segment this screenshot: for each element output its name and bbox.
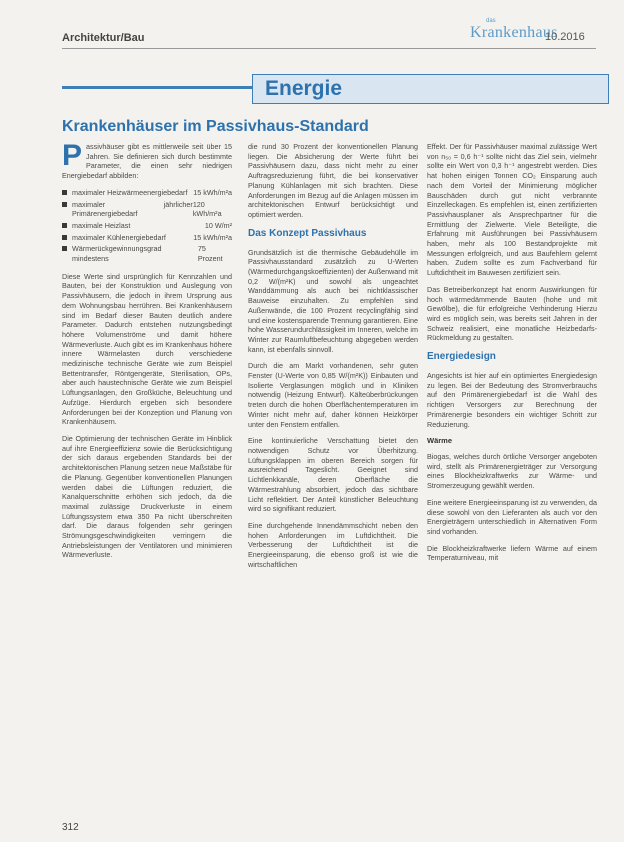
text-column-2 xyxy=(248,142,418,832)
section-label: Architektur/Bau xyxy=(62,32,145,44)
spec-item xyxy=(62,200,232,219)
text-column-3 xyxy=(427,142,597,832)
article-title: Krankenhäuser im Passivhaus-Standard xyxy=(62,118,369,135)
body-paragraph: Diese Werte sind ursprünglich für Kennzahlen und Bauten, bei der Konstruktion und Auslegung von Passivhäusern, die jedoch in ihrem Ursprung aus dem Wohnungsbau herrühren. Bei Krankenhäusern sind im Bedarf dieser Bauten deutlich andere Parameter. Dadurch entstehen nutzungsbedingt höhere Volumenströme und damit höhere Wärmeverluste. Auch gibt es im Krankenhaus höhere innere Wärmelasten durch verschiedene medizinische technische Geräte wie zum Beispiel Bettentransfer, Röntgengeräte, Sterilisation, OPs, aber auch haustechnische Geräte wie zum Beispiel Lüftungsanlagen, den Großküche, Beleuchtung und Aufzüge. Hierdurch ergeben sich besondere Anforderungen bei der Konzeption und Planung von Krankenhäusern. xyxy=(62,271,232,427)
body-paragraph: Die Optimierung der technischen Geräte im Hinblick auf ihre Energieeffizienz sowie die Berücksichtigung der sich daraus ergebenden Standards bei der architektonischen Planung setzen neue Maßstäbe für die Planung. Gegenüber konventionellen Planungen werden dabei die Lüftungen reduziert, die Kanalquerschnitte erhöhen sich jedoch, da die maximal zulässige Druckverluste in einem Lüftungssystem etwa 350 Pa nicht überschreiten darf. Die daraus folgenden sehr geringen Strömungsgeschwindigkeiten verringern die Antriebsleistungen der Ventilatoren und minimieren Wärmeverluste. xyxy=(62,433,232,560)
spec-item xyxy=(62,221,232,231)
body-paragraph: die rund 30 Prozent der konventionellen Planung liegen. Die Absicherung der Werte führt bei Passivhäusern dazu, dass nicht mehr zu einer Auftragsreduzierung führt, die bei konservativer Planung Kühlanlagen mit sich brachten. Diese Anforderungen im Bezug auf die Anlagen müssen im architektonischen Entwurf berücksichtigt und optimiert werden. xyxy=(248,142,418,219)
body-paragraph: Angesichts ist hier auf ein optimiertes Energiedesign zu legen. Bei der Bedeutung des Stromverbrauchs auf den Primärenergiebedarf ist die Wahl des richtigen Versorgers zur Berechnung der Primärenergie besonders ein wichtiger Schritt zur Reduzierung. xyxy=(427,371,597,429)
banner-rule xyxy=(62,86,252,89)
drop-cap: P xyxy=(62,142,83,172)
spec-item xyxy=(62,188,232,198)
page-number: 312 xyxy=(62,822,79,833)
body-paragraph: Eine kontinuierliche Verschattung bietet den notwendigen Schutz vor Überhitzung. Lüftungsklappen im oberen Bereich sorgen für ausreichend Tageslicht. Geeignet sind Lichtlenkkanäle, deren Oberfläche die Wärmestrahlung absorbiert, jedoch das sichtbare Licht reflektiert. Der Anteil künstlicher Beleuchtung wird so signifikant reduziert. xyxy=(248,436,418,514)
issue-number: 10.2016 xyxy=(545,31,585,43)
spec-value: 15 kWh/m²a xyxy=(193,187,232,197)
body-paragraph: Das Betreiberkonzept hat enorm Auswirkungen für hoch wärmedämmende Bauten (hohe und mit Gewölbe), die für erfolgreiche Verhinderung Hierzu wird es möglich sein, was bereits seit Jahren in der Schweiz realisiert, eine monatliche Heizbedarfs-Rückmeldung zu gestalten. xyxy=(427,284,597,343)
magazine-logo: Krankenhaus xyxy=(470,24,558,41)
body-paragraph: Eine durchgehende Innendämmschicht neben den hohen Anforderungen im Luftdichtheit. Die Verbesserung der Luftdichtheit ist die Energieeinsparung, die ebenso groß ist wie die wirtschaftlichen xyxy=(248,520,418,569)
body-paragraph: Grundsätzlich ist die thermische Gebäudehülle im Passivhausstandard zusätzlich zu U-Werten (Wärmedurchgangskoeffizienten) der Außenwand mit 0,2 W/(m²K) und sowohl als ungeachtet Wanddämmung als auch bei nichtklassischer Bauweise einzuhalten. Zu empfehlen sind Außenwände, die 100 Prozent recyclingfähig sind und eine kostensparende Trennung garantieren. Eine hohe Wasserundurchlässigkeit im Inneren, welche im Winter zur Raumluftbefeuchtung abgegeben werden kann, ist ebenfalls sinnvoll. xyxy=(248,247,418,354)
spec-name: Wärmerückgewinnungsgrad mindestens xyxy=(72,244,162,264)
spec-value: 75 Prozent xyxy=(197,244,223,264)
header-divider xyxy=(62,48,596,49)
spec-value: 10 W/m² xyxy=(204,220,232,230)
spec-name: maximaler Heizwärmeenergiebedarf xyxy=(72,187,188,197)
intro-text: assivhäuser gibt es mittlerweile seit über 15 Jahren. Sie definieren sich durch bestimmte Parameter, die einen sehr niedrigen Energiebedarf abbilden: xyxy=(62,142,232,181)
section-banner xyxy=(252,74,609,104)
banner-label: Energie xyxy=(265,77,343,100)
body-paragraph: Effekt. Der für Passivhäuser maximal zulässige Wert von n₅₀ = 0,6 h⁻¹ sollte nicht das Ziel sein, vielmehr sollte ein Wert von 0,3 h⁻¹ angestrebt werden. Dies hat hohen einigen Tonnen CO₂ Einsparung auch nach dem Vorteil der Minimierung möglicher Bauschäden durch gut nicht verbrannte Einzelleckagen. Es empfehlen ist, einen zertifizierten Passivhausplaner als Ansprechpartner für die Ermittlung der Zielwerte. Viele Beteiligte, die Erfahrung mit Ausführungen bei Passivhäusern haben, mehr als 100 Bestandprojekte mit Messungen erfolgreich, und aus Baufehlern gelernt haben. Zudem sollte es zum Fachverband für Luftdichtheit im Bauwesen zertifiziert sein. xyxy=(427,142,597,278)
body-paragraph: Eine weitere Energieeinsparung ist zu verwenden, da diese sowohl von den Lieferanten als auch vor den Energieträgern unterschiedlich in Alternativen Form sind vorhanden. xyxy=(427,497,597,536)
spec-name: maximale Heizlast xyxy=(72,220,131,230)
spec-value: 120 kWh/m²a xyxy=(192,199,222,219)
spec-item xyxy=(62,233,232,243)
spec-name: maximaler jährlicher Primärenergiebedarf xyxy=(72,199,193,219)
text-column-1 xyxy=(62,142,232,832)
intro-paragraph xyxy=(62,142,232,181)
spec-value: 15 kWh/m²a xyxy=(193,232,232,242)
body-paragraph: Die Blockheizkraftwerke liefern Wärme auf einem Temperaturniveau, mit xyxy=(427,543,597,563)
body-paragraph: Biogas, welches durch örtliche Versorger angeboten wird, stellt als Primärenergieträger zur Versorgung eines Blockheizkraftwerks zur Wärme- und Stromerzeugung gewählt werden. xyxy=(427,451,597,491)
subheading-concept: Das Konzept Passivhaus xyxy=(248,227,367,239)
spec-name: maximaler Kühlenergiebedarf xyxy=(72,232,166,242)
subheading-energy-design: Energiedesign xyxy=(427,351,496,363)
minor-heading-heat: Wärme xyxy=(427,436,453,446)
spec-item xyxy=(62,244,232,263)
body-paragraph: Durch die am Markt vorhandenen, sehr guten Fenster (U-Werte von 0,85 W/(m²K)) Einbauten und Isolierte Verglasungen möglich und in Kliniken notwendig (Heizung Entwurf). Kälteüberbrückungen treten durch die hohen Oberflächentemperaturen im Winter nicht mehr auf, daher können Heizkörper unter den Fenstern entfallen. xyxy=(248,361,418,429)
brand-prefix: das xyxy=(486,18,496,24)
spec-list xyxy=(62,188,232,264)
